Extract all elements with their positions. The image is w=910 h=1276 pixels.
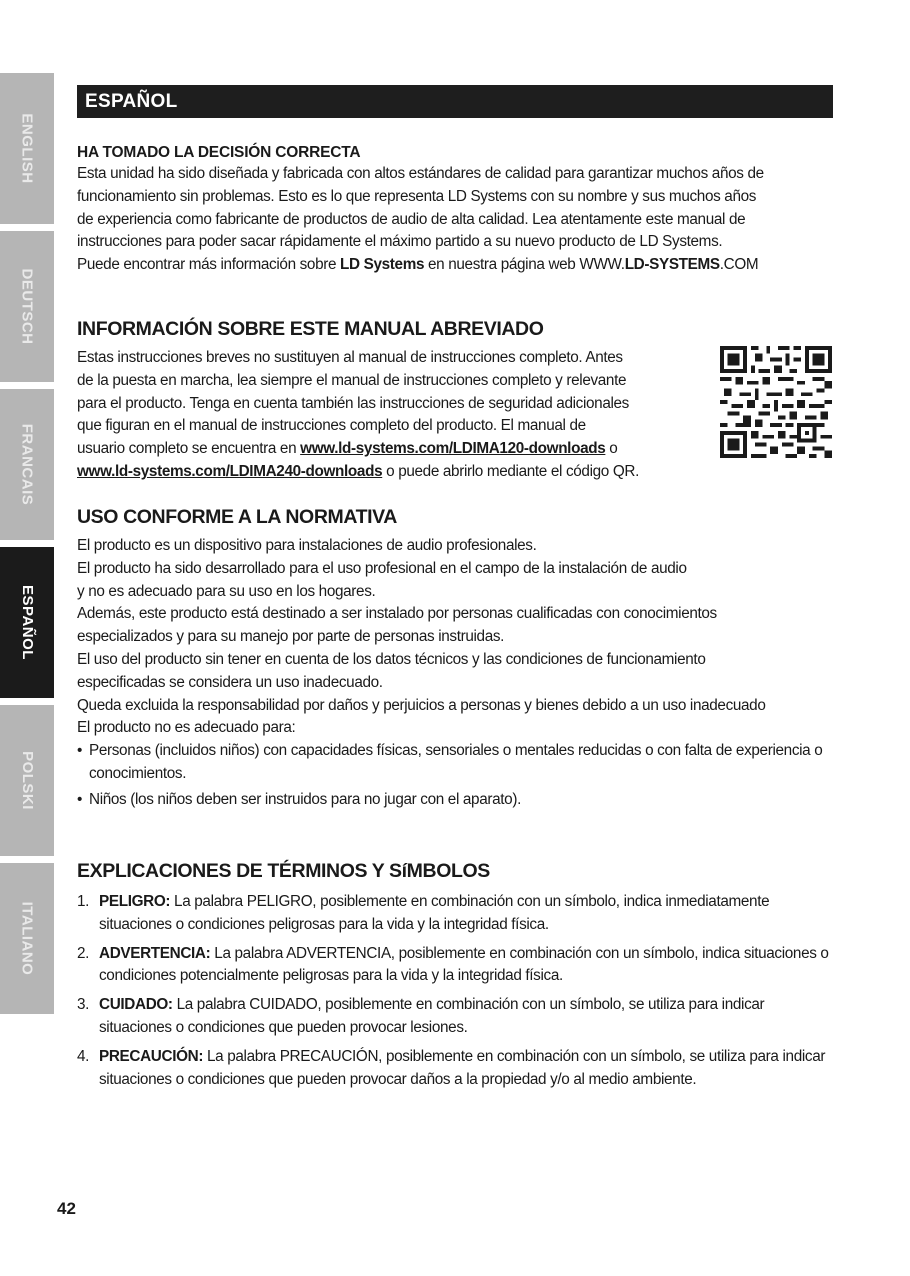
intro-section	[77, 144, 837, 277]
item-number: 3.	[77, 996, 90, 1014]
website-suffix: .COM	[719, 256, 759, 274]
manual-info-text: o	[605, 440, 618, 458]
page-number: 42	[57, 1199, 76, 1218]
intended-use-line: El producto no es adecuado para:	[77, 719, 296, 737]
intended-use-section	[77, 506, 837, 812]
term-label: PRECAUCIÓN:	[99, 1047, 204, 1065]
qr-code-icon	[720, 346, 832, 458]
intro-line: funcionamiento sin problemas. Esto es lo que representa LD Systems con su nombre y sus muchos años	[77, 187, 757, 205]
intended-use-line: El producto es un dispositivo para instalaciones de audio profesionales.	[77, 537, 537, 554]
tab-label: DEUTSCH	[18, 268, 36, 345]
header-title: ESPAÑOL	[85, 90, 178, 112]
download-link-ldima240[interactable]: www.ld-systems.com/LDIMA240-downloads	[77, 462, 383, 480]
intended-use-line: Además, este producto está destinado a ser instalado por personas cualificadas con conocimientos	[77, 605, 717, 623]
tab-polski[interactable]	[0, 705, 54, 856]
intended-use-line: El producto ha sido desarrollado para el uso profesional en el campo de la instalación de audio	[77, 559, 687, 577]
manual-info-heading: INFORMACIÓN SOBRE ESTE MANUAL ABREVIADO	[77, 318, 544, 340]
term-text: La palabra PELIGRO, posiblemente en combinación con un símbolo, indica inmediatamente situaciones o condiciones peligrosas para la vida y la integridad física.	[99, 893, 770, 933]
tab-espanol[interactable]	[0, 547, 54, 698]
manual-info-text	[77, 347, 717, 484]
manual-info-line: de la puesta en marcha, lea siempre el manual de instrucciones completo y relevante	[77, 371, 627, 389]
intended-use-line: y no es adecuado para su uso en los hogares.	[77, 582, 376, 600]
terms-list	[77, 891, 837, 1091]
intro-text: en nuestra página web WWW.	[424, 256, 625, 274]
term-label: PELIGRO:	[99, 893, 171, 910]
intended-use-line: especificadas se considera un uso inadecuado.	[77, 673, 383, 691]
list-item	[77, 891, 837, 937]
intended-use-line: El uso del producto sin tener en cuenta de los datos técnicos y las condiciones de funcionamiento	[77, 650, 706, 668]
manual-info-line: Estas instrucciones breves no sustituyen al manual de instrucciones completo. Antes	[77, 349, 623, 366]
terms-section	[77, 860, 837, 1091]
list-item: • Niños (los niños deben ser instruidos para no jugar con el aparato).	[77, 789, 837, 812]
tab-label: ENGLISH	[18, 113, 36, 184]
item-number: 2.	[77, 944, 90, 962]
list-item	[77, 943, 837, 989]
manual-info-section	[77, 318, 837, 484]
tab-label: FRANCAIS	[18, 423, 36, 506]
term-text: La palabra CUIDADO, posiblemente en combinación con un símbolo, se utiliza para indicar situaciones o condiciones que pueden provocar lesiones.	[99, 996, 765, 1036]
tab-label: POLSKI	[18, 751, 36, 810]
intro-line-website	[77, 254, 837, 277]
term-label: CUIDADO:	[99, 996, 173, 1014]
website-brand: LD-SYSTEMS	[624, 256, 720, 274]
tab-label: ITALIANO	[18, 901, 36, 976]
manual-info-text: usuario completo se encuentra en	[77, 440, 301, 458]
not-suitable-list	[77, 740, 837, 811]
tab-francais[interactable]	[0, 389, 54, 540]
tab-italiano[interactable]	[0, 863, 54, 1014]
manual-info-line: para el producto. Tenga en cuenta también las instrucciones de seguridad adicionales	[77, 394, 629, 412]
tab-english[interactable]	[0, 73, 54, 224]
terms-heading: EXPLICACIONES DE TÉRMINOS Y SíMBOLOS	[77, 860, 490, 882]
term-label: ADVERTENCIA:	[99, 944, 211, 962]
intended-use-heading: USO CONFORME A LA NORMATIVA	[77, 506, 397, 528]
list-item: • Personas (incluidos niños) con capacidades físicas, sensoriales o mentales reducidas o con falta de experiencia o conocimientos.	[77, 740, 837, 786]
manual-info-line	[77, 438, 717, 461]
item-number: 1.	[77, 893, 90, 910]
manual-info-line: que figuran en el manual de instrucciones completo del producto. El manual de	[77, 417, 586, 435]
tab-deutsch[interactable]	[0, 231, 54, 382]
section-header-bar	[77, 85, 833, 118]
tab-label: ESPAÑOL	[18, 585, 36, 660]
intro-heading: HA TOMADO LA DECISIÓN CORRECTA	[77, 144, 361, 161]
intended-use-line: Queda excluida la responsabilidad por daños y perjuicios a personas y bienes debido a un uso inadecuado	[77, 696, 766, 714]
term-text: La palabra ADVERTENCIA, posiblemente en combinación con un símbolo, indica situaciones o condiciones potencialmente peligrosas para la vida y la integridad física.	[99, 944, 829, 985]
list-item	[77, 1046, 837, 1092]
intro-text: Puede encontrar más información sobre	[77, 256, 341, 274]
term-text: La palabra PRECAUCIÓN, posiblemente en combinación con un símbolo, se utiliza para indicar situaciones o condiciones que pueden provocar daños a la propiedad y/o al medio ambiente.	[99, 1047, 826, 1088]
intro-line: Esta unidad ha sido diseñada y fabricada con altos estándares de calidad para garantizar muchos años de	[77, 165, 764, 182]
manual-info-line	[77, 461, 717, 484]
manual-info-text: o puede abrirlo mediante el código QR.	[382, 462, 639, 480]
intro-line: instrucciones para poder sacar rápidamente el máximo partido a su nuevo producto de LD Systems.	[77, 233, 723, 251]
download-link-ldima120[interactable]: www.ld-systems.com/LDIMA120-downloads	[300, 440, 606, 458]
brand-name: LD Systems	[340, 256, 425, 274]
list-item	[77, 994, 837, 1040]
intro-line: de experiencia como fabricante de productos de audio de alta calidad. Lea atentamente este manual de	[77, 210, 746, 228]
intended-use-line: especializados y para su manejo por parte de personas instruidas.	[77, 628, 505, 646]
item-number: 4.	[77, 1047, 90, 1065]
